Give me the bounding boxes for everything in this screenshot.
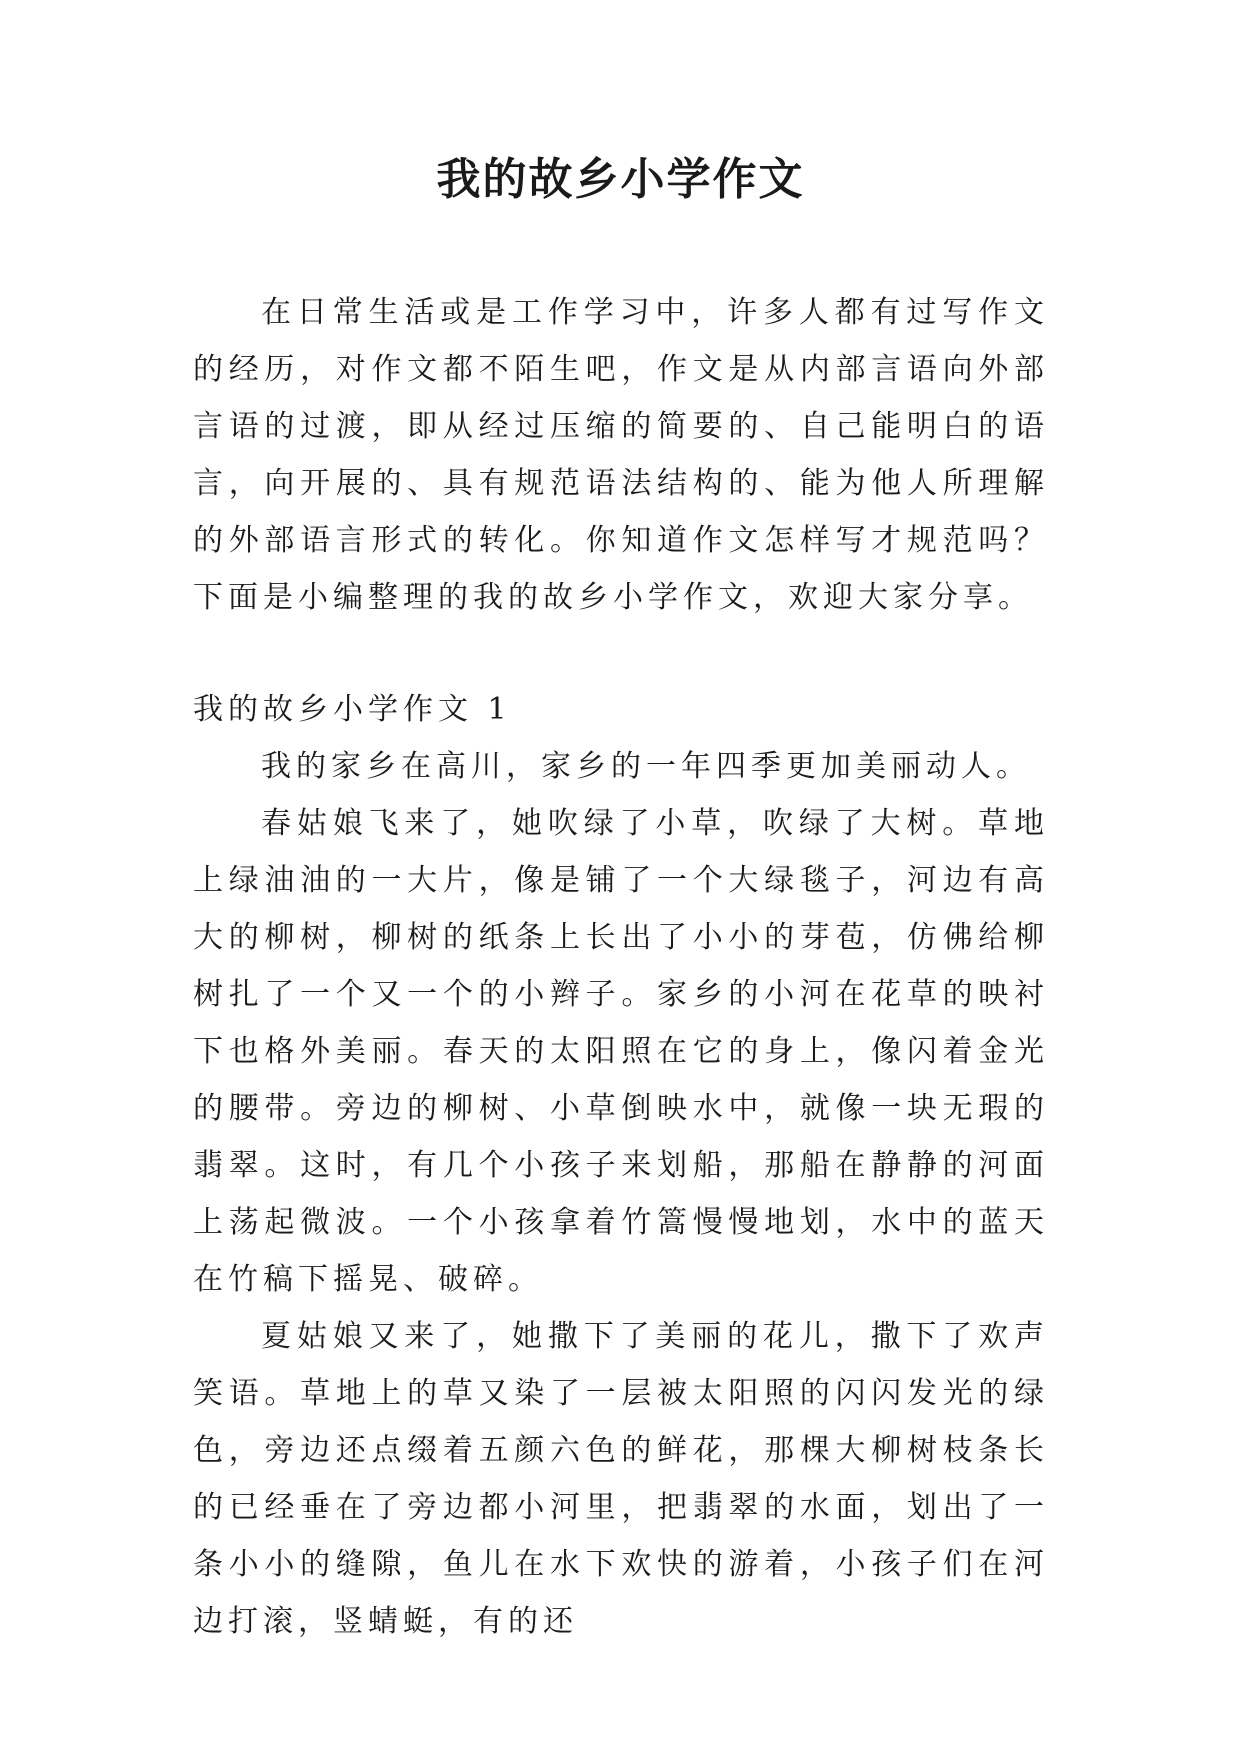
document-title: 我的故乡小学作文 — [436, 154, 805, 205]
intro-paragraph: 在日常生活或是工作学习中，许多人都有过写作文的经历，对作文都不陌生吧，作文是从内部言语向外部言语的过渡，即从经过压缩的简要的、自己能明白的语言，向开展的、具有规范语法结构的、能为他人所理解的外部语言形式的转化。你知道作文怎样写才规范吗？下面是小编整理的我的故乡小学作文，欢迎大家分享。 — [193, 295, 1049, 615]
body-paragraph-1: 我的家乡在高川，家乡的一年四季更加美丽动人。 — [261, 749, 1031, 784]
section-spacer — [193, 626, 1049, 681]
section-heading: 我的故乡小学作文 1 — [193, 692, 512, 727]
document-body — [193, 284, 1049, 1650]
body-paragraph-3: 夏姑娘又来了，她撒下了美丽的花儿，撒下了欢声笑语。草地上的草又染了一层被太阳照的闪闪发光的绿色，旁边还点缀着五颜六色的鲜花，那棵大柳树枝条长的已经垂在了旁边都小河里，把翡翠的水面，划出了一条小小的缝隙，鱼儿在水下欢快的游着，小孩子们在河边打滚，竖蜻蜓，有的还 — [193, 1319, 1049, 1639]
body-paragraph-2: 春姑娘飞来了，她吹绿了小草，吹绿了大树。草地上绿油油的一大片，像是铺了一个大绿毯子，河边有高大的柳树，柳树的纸条上长出了小小的芽苞，仿佛给柳树扎了一个又一个的小辫子。家乡的小河在花草的映衬下也格外美丽。春天的太阳照在它的身上，像闪着金光的腰带。旁边的柳树、小草倒映水中，就像一块无瑕的翡翠。这时，有几个小孩子来划船，那船在静静的河面上荡起微波。一个小孩拿着竹篙慢慢地划，水中的蓝天在竹稿下摇晃、破碎。 — [193, 806, 1049, 1297]
